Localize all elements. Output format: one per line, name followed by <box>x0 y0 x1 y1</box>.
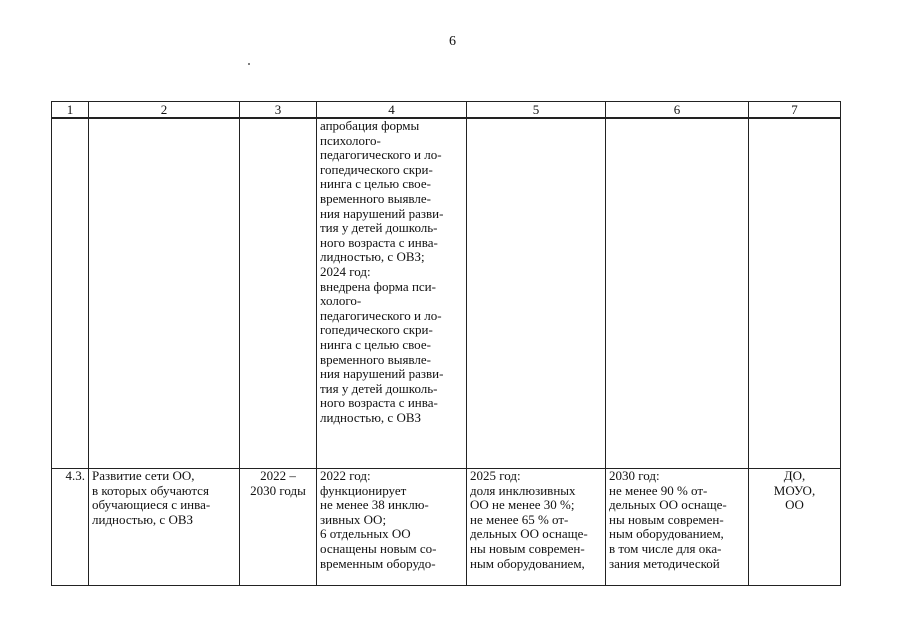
cell-text-line: ны новым современ- <box>470 540 585 556</box>
cell-text-line: 6 отдельных ОО <box>320 526 411 542</box>
cell-text-line: ДО, <box>783 468 806 483</box>
cell-period <box>240 118 317 469</box>
cell-text-line: функционирует <box>320 482 407 498</box>
cell-text-line: гопедического скри- <box>320 161 433 177</box>
cell-text-line: не менее 38 инклю- <box>320 497 429 513</box>
cell-text-line: 2024 год: <box>320 263 371 279</box>
cell-responsible <box>749 118 841 469</box>
cell-measure <box>89 469 240 586</box>
cell-text-line: нинга с целью свое- <box>320 336 431 352</box>
cell-results-2022 <box>317 469 467 586</box>
cell-responsible <box>749 469 841 586</box>
table-row-continuation <box>52 118 841 469</box>
cell-text-line: тия у детей дошколь- <box>320 220 438 236</box>
cell-number <box>52 469 89 586</box>
cell-text-line: обучающиеся с инва- <box>92 497 211 513</box>
cell-text-line: ния нарушений разви- <box>320 366 444 382</box>
cell-text-line: доля инклюзивных <box>470 482 576 498</box>
cell-text-line: не менее 65 % от- <box>470 511 569 527</box>
cell-text-line: 4.3. <box>65 468 85 483</box>
cell-results-2030 <box>606 469 749 586</box>
cell-text-line: нинга с целью свое- <box>320 176 431 192</box>
cell-number <box>52 118 89 469</box>
header-cell-4: 4 <box>317 102 467 119</box>
header-cell-5: 5 <box>467 102 606 119</box>
cell-period <box>240 469 317 586</box>
cell-text-line: лидностью, с ОВЗ <box>320 409 422 425</box>
cell-text-line: временным оборудо- <box>320 555 436 571</box>
cell-text-line: 2022 год: <box>320 468 371 483</box>
cell-text-line: ным оборудованием, <box>470 555 585 571</box>
cell-text-line: зания методической <box>609 555 720 571</box>
cell-text-line: зивных ОО; <box>320 511 387 527</box>
header-cell-1: 1 <box>52 102 89 119</box>
cell-measure <box>89 118 240 469</box>
cell-text-line: в которых обучаются <box>92 482 209 498</box>
cell-results-2022 <box>317 118 467 469</box>
cell-text-line: временного выявле- <box>320 190 431 206</box>
cell-text-line: педагогического и ло- <box>320 307 442 323</box>
cell-results-2025 <box>467 118 606 469</box>
cell-text-line: ния нарушений разви- <box>320 205 444 221</box>
scan-speck <box>248 63 250 65</box>
cell-text-line: Развитие сети ОО, <box>92 468 195 483</box>
header-cell-2: 2 <box>89 102 240 119</box>
cell-text-line: холого- <box>320 293 362 309</box>
cell-text-line: ОО <box>785 497 804 513</box>
cell-text-line: ны новым современ- <box>609 511 724 527</box>
table-row-4-3 <box>52 469 841 586</box>
cell-text-line: не менее 90 % от- <box>609 482 708 498</box>
cell-results-2025 <box>467 469 606 586</box>
page-number: 6 <box>449 34 456 49</box>
cell-text-line: в том числе для ока- <box>609 540 722 556</box>
cell-text-line: лидностью, с ОВЗ; <box>320 249 425 265</box>
cell-text-line: внедрена форма пси- <box>320 278 436 294</box>
cell-text-line: 2022 – <box>260 468 296 483</box>
cell-text-line: педагогического и ло- <box>320 147 442 163</box>
cell-text-line: апробация формы <box>320 118 420 133</box>
header-cell-3: 3 <box>240 102 317 119</box>
cell-text-line: 2030 годы <box>250 482 306 498</box>
cell-text-line: ного возраста с инва- <box>320 234 438 250</box>
cell-text-line: лидностью, с ОВЗ <box>92 511 194 527</box>
cell-results-2030 <box>606 118 749 469</box>
cell-text-line: ОО не менее 30 %; <box>470 497 575 513</box>
cell-text-line: дельных ОО оснаще- <box>609 497 727 513</box>
cell-text-line: временного выявле- <box>320 351 431 367</box>
cell-text-line: 2025 год: <box>470 468 521 483</box>
cell-text-line: дельных ОО оснаще- <box>470 526 588 542</box>
cell-text-line: ным оборудованием, <box>609 526 724 542</box>
cell-text-line: психолого- <box>320 132 381 148</box>
cell-text-line: 2030 год: <box>609 468 660 483</box>
cell-text-line: тия у детей дошколь- <box>320 380 438 396</box>
cell-text-line: гопедического скри- <box>320 322 433 338</box>
cell-text-line: ного возраста с инва- <box>320 395 438 411</box>
header-cell-7: 7 <box>749 102 841 119</box>
table-header-row <box>52 102 841 119</box>
plan-table <box>51 101 841 586</box>
header-cell-6: 6 <box>606 102 749 119</box>
cell-text-line: оснащены новым со- <box>320 540 437 556</box>
cell-text-line: МОУО, <box>773 482 816 498</box>
